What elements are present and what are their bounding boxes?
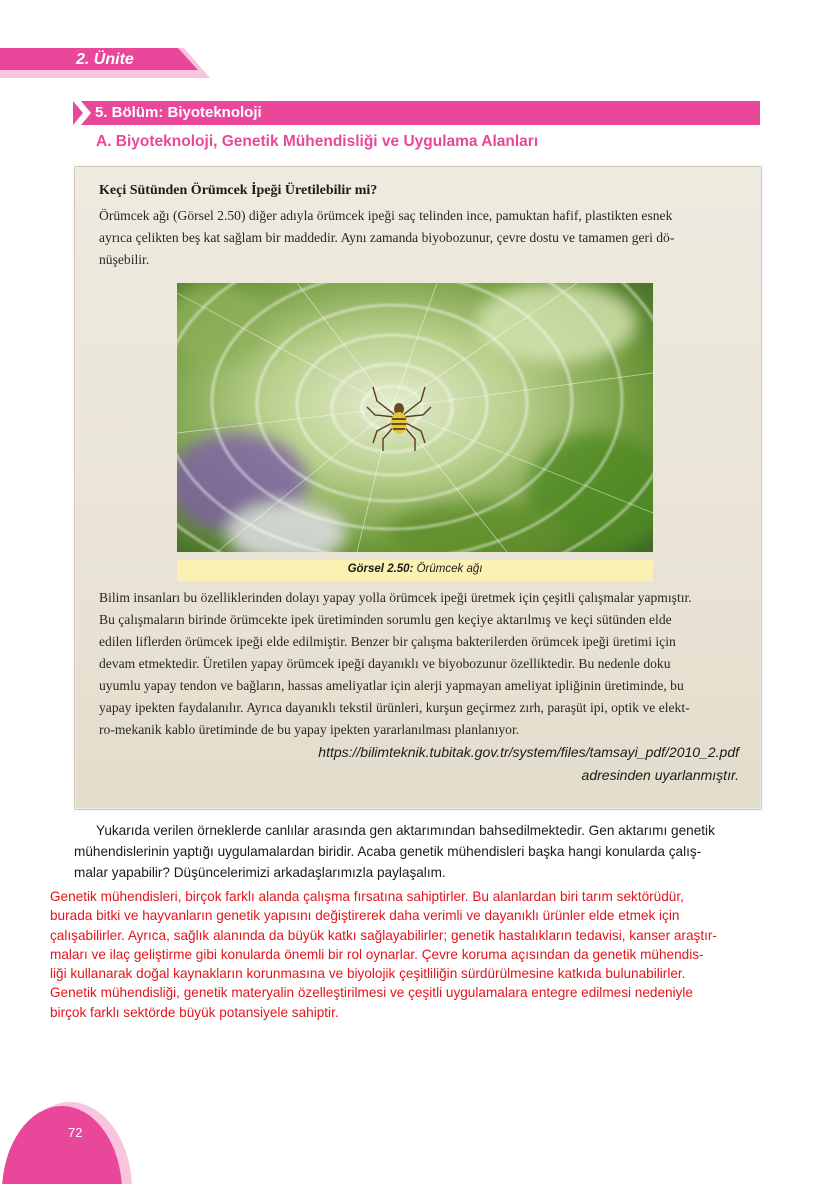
intro-line: ayrıca çelikten beş kat sağlam bir maddedir. Aynı zamanda biyobozunur, çevre dostu ve tamamen geri dö- [99,230,675,245]
unit-label: 2. Ünite [76,51,134,68]
body-line: ro-mekanik kablo üretiminde de bu yapay ipekten yararlanılması planlanıyor. [99,722,520,737]
body-line: devam etmektedir. Üretilen yapay örümcek ipeği dayanıklı ve biyobozunur özelliktedir. Bu nedenle doku [99,656,671,671]
question-paragraph [74,820,764,883]
source-note: adresinden uyarlanmıştır. [581,767,739,783]
answer-line: burada bitki ve hayvanların genetik yapısını değiştirerek daha verimli ve dayanıklı ürünler elde etmek için [50,908,680,924]
answer-line: Genetik mühendisleri, birçok farklı alanda çalışma fırsatına sahiptirler. Bu alanlardan biri tarım sektörüdür, [50,889,684,904]
page-number-badge [0,1100,140,1184]
subsection-title: A. Biyoteknoloji, Genetik Mühendisliği ve Uygulama Alanları [96,133,539,150]
body-line: edilen liflerden örümcek ipeği elde edilmiştir. Benzer bir çalışma bakterilerden örümcek ipeği üretimi için [99,634,676,649]
article-body [99,587,739,741]
intro-line: Örümcek ağı (Görsel 2.50) diğer adıyla örümcek ipeği saç telinden ince, pamuktan hafif, plastikten esnek [99,208,673,223]
page-number: 72 [68,1125,83,1140]
answer-line: Genetik mühendisliği, genetik materyalin özelleştirilmesi ve çeşitli uygulamalara entegre edilmesi nedeniyle [50,985,693,1001]
answer-line: liği kullanarak doğal kaynakların korunmasına ve biyolojik çeşitliliğin sürdürülmesine katkıda bulunabilirler. [50,966,686,982]
article-title: Keçi Sütünden Örümcek İpeği Üretilebilir mi? [99,183,378,198]
figure-caption-box [177,560,653,581]
spider-web-photo [177,283,653,552]
figure-caption-label: Görsel 2.50: [347,563,414,575]
question-line: Yukarıda verilen örneklerde canlılar arasında gen aktarımından bahsedilmektedir. Gen aktarımı genetik [96,823,715,838]
question-line: malar yapabilir? Düşüncelerimizi arkadaşlarımızla paylaşalım. [74,865,446,880]
section-arrow-icon [73,101,93,125]
figure-caption-text: Örümcek ağı [416,563,483,575]
body-line: uyumlu yapay tendon ve bağların, hassas ameliyatlar için alerji yapmayan ameliyat ipliğinin üretiminde, bu [99,678,684,693]
body-line: Bilim insanları bu özelliklerinden dolayı yapay yolla örümcek ipeği üretmek için çeşitli çalışmalar yapmıştır. [99,590,692,605]
answer-line: maları ve ilaç geliştirme gibi konularda önemli bir rol oynarlar. Çevre koruma açısından da genetik mühendis- [50,946,704,962]
answer-line: birçok farklı sektörde büyük potansiyele sahiptir. [50,1004,339,1020]
body-line: Bu çalışmaların birinde örümcekte ipek üretiminden sorumlu gen keçiye aktarılmış ve keçi sütünden elde [99,612,672,627]
answer-line: çalışabilirler. Ayrıca, sağlık alanında da büyük katkı sağlayabilirler; genetik hastalıkların tedavisi, kanser araştır- [50,927,717,943]
answer-paragraph [50,887,780,1022]
section-label: 5. Bölüm: Biyoteknoloji [95,104,262,121]
article-intro [99,205,739,271]
figure-caption [177,563,653,575]
intro-line: nüşebilir. [99,252,150,267]
question-line: mühendislerinin yaptığı uygulamalardan biridir. Acaba genetik mühendisleri başka hangi konularda çalış- [74,844,702,859]
body-line: yapay ipekten faydalanılır. Ayrıca dayanıklı tekstil ürünleri, kurşun geçirmez zırh, paraşüt ipi, optik ve elekt- [99,700,690,715]
source-url: https://bilimteknik.tubitak.gov.tr/system/files/tamsayi_pdf/2010_2.pdf [318,744,739,760]
